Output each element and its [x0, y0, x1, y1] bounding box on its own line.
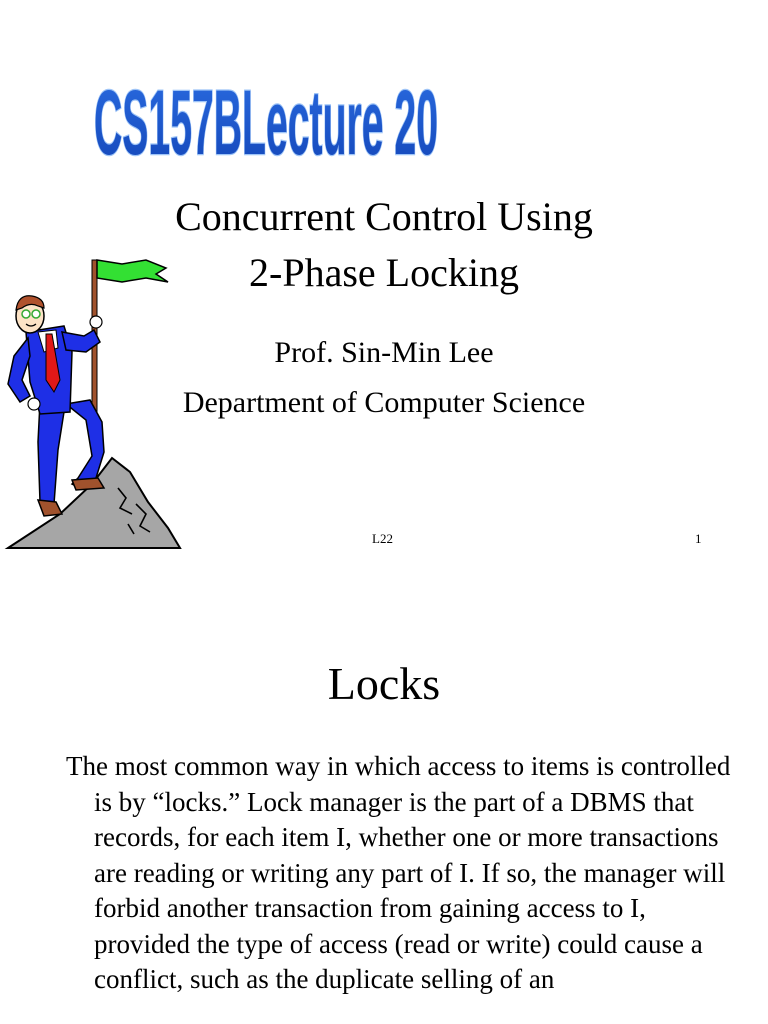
slide-heading: Locks [327, 658, 441, 709]
wordart-title [92, 78, 442, 162]
subtitle-line-2: 2-Phase Locking [249, 250, 519, 295]
subtitle-line-1: Concurrent Control Using [175, 194, 593, 239]
footer-label: L22 [372, 531, 393, 546]
wordart-title-text: CS157BLecture 20 [94, 78, 438, 162]
man-with-flag-on-mountain-icon [0, 252, 185, 552]
locks-slide [0, 576, 768, 1024]
body-paragraph: The most common way in which access to items is controlled is by “locks.” Lock manager is the part of a DBMS that records, for each item I, whether one or more transactions are reading or writing any part of I. If so, the manager will forbid another transaction from gaining access to I, provided the type of access (read or write) could cause a conflict, such as the duplicate selling of an [66, 751, 731, 994]
author-department: Department of Computer Science [182, 386, 586, 419]
page-number: 1 [695, 531, 702, 546]
author-name: Prof. Sin-Min Lee [274, 336, 494, 369]
